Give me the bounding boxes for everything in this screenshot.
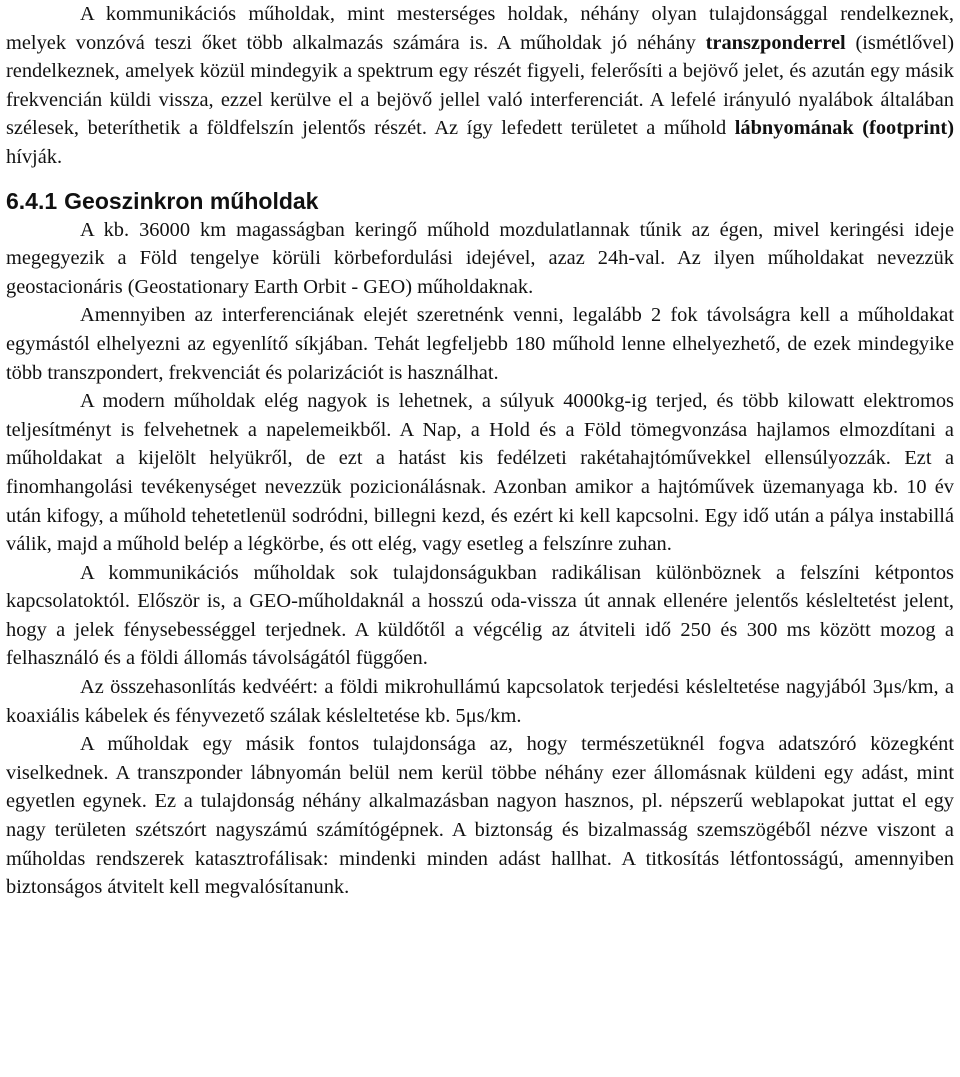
document-page bbox=[6, 0, 954, 902]
paragraph-intro-text-3: hívják. bbox=[6, 145, 63, 168]
paragraph-intro bbox=[6, 0, 954, 172]
paragraph-geo-orbit: A kb. 36000 km magasságban keringő műhold mozdulatlannak tűnik az égen, mivel keringési ideje megegyezik a Föld tengelye körüli körbefordulási idejével, azaz 24h-val. Az ilyen műholdakat nevezzük geostacionáris (Geostationary Earth Orbit - GEO) műholdaknak. bbox=[6, 218, 954, 298]
term-footprint: lábnyomának (footprint) bbox=[734, 117, 955, 140]
section-heading bbox=[6, 187, 954, 215]
paragraph-comparison: Az összehasonlítás kedvéért: a földi mikrohullámú kapcsolatok terjedési késleltetése nagyjából 3μs/km, a koaxiális kábelek és fényvezető szálak késleltetése kb. 5μs/km. bbox=[6, 676, 954, 727]
paragraph-interference: Amennyiben az interferenciának elejét szeretnénk venni, legalább 2 fok távolságra kell a műholdakat egymástól elhelyezni az egyenlítő síkjában. Tehát legfeljebb 180 műhold lenne elhelyezhető, de ezek mindegyike több transzpondert, frekvenciát és polarizációt is használhat. bbox=[6, 304, 954, 384]
paragraph-intro-text-2: (ismétlővel) rendelkeznek, amelyek közül mindegyik a spektrum egy részét figyeli, felerősíti a bejövő jelet, és azután egy másik frekvencián küldi vissza, ezzel kerülve el a bejövő jellel való interferenciát. A lefelé irányuló nyalábok általában szélesek, beteríthetik a földfelszín jelentős részét. Az így lefedett területet a műhold bbox=[6, 31, 954, 140]
section-title: Geoszinkron műholdak bbox=[64, 187, 319, 214]
section-number: 6.4.1 bbox=[6, 187, 58, 214]
paragraph-intro-text-1: A kommunikációs műholdak, mint mesterséges holdak, néhány olyan tulajdonsággal rendelkeznek, melyek vonzóvá teszi őket több alkalmazás számára is. A műholdak jó néhány bbox=[6, 3, 954, 54]
paragraph-satellite-size: A modern műholdak elég nagyok is lehetnek, a súlyuk 4000kg-ig terjed, és több kilowatt elektromos teljesítményt is felvehetnek a napelemeikből. A Nap, a Hold és a Föld tömegvonzása hajlamos elmozdítani a műholdakat a kijelölt helyükről, de ezt a hatást kis fedélzeti rakétahajtóművekkel ellensúlyozzák. Ezt a finomhangolási tevékenységet nevezzük pozicionálásnak. Azonban amikor a hajtóművek üzemanyaga kb. 10 év után kifogy, a műhold tehetetlenül sodródni, billegni kezd, és ezért ki kell kapcsolni. Egy idő után a pálya instabillá válik, majd a műhold belép a légkörbe, és ott elég, vagy esetleg a felszínre zuhan. bbox=[6, 390, 954, 556]
paragraph-broadcast: A műholdak egy másik fontos tulajdonsága az, hogy természetüknél fogva adatszóró közegként viselkednek. A transzponder lábnyomán belül nem kerül többe néhány ezer állomásnak küldeni egy adást, mint egyetlen egynek. Ez a tulajdonság néhány alkalmazásban nagyon hasznos, pl. népszerű weblapokat juttat el egy nagy területen szétszórt nagyszámú számítógépnek. A biztonság és bizalmasság szemszögéből nézve viszont a műholdas rendszerek katasztrofálisak: mindenki minden adást hallhat. A titkosítás létfontosságú, amennyiben biztonságos átvitelt kell megvalósítanunk. bbox=[6, 733, 954, 899]
term-transponder: transzponderrel bbox=[705, 31, 846, 54]
paragraph-latency: A kommunikációs műholdak sok tulajdonságukban radikálisan különböznek a felszíni kétpontos kapcsolatoktól. Először is, a GEO-műholdaknál a hosszú oda-vissza út annak ellenére jelentős késleltetést jelent, hogy a jelek fénysebességgel terjednek. A küldőtől a végcélig az átviteli idő 250 és 300 ms között mozog a felhasználó és a földi állomás távolságától függően. bbox=[6, 561, 954, 670]
